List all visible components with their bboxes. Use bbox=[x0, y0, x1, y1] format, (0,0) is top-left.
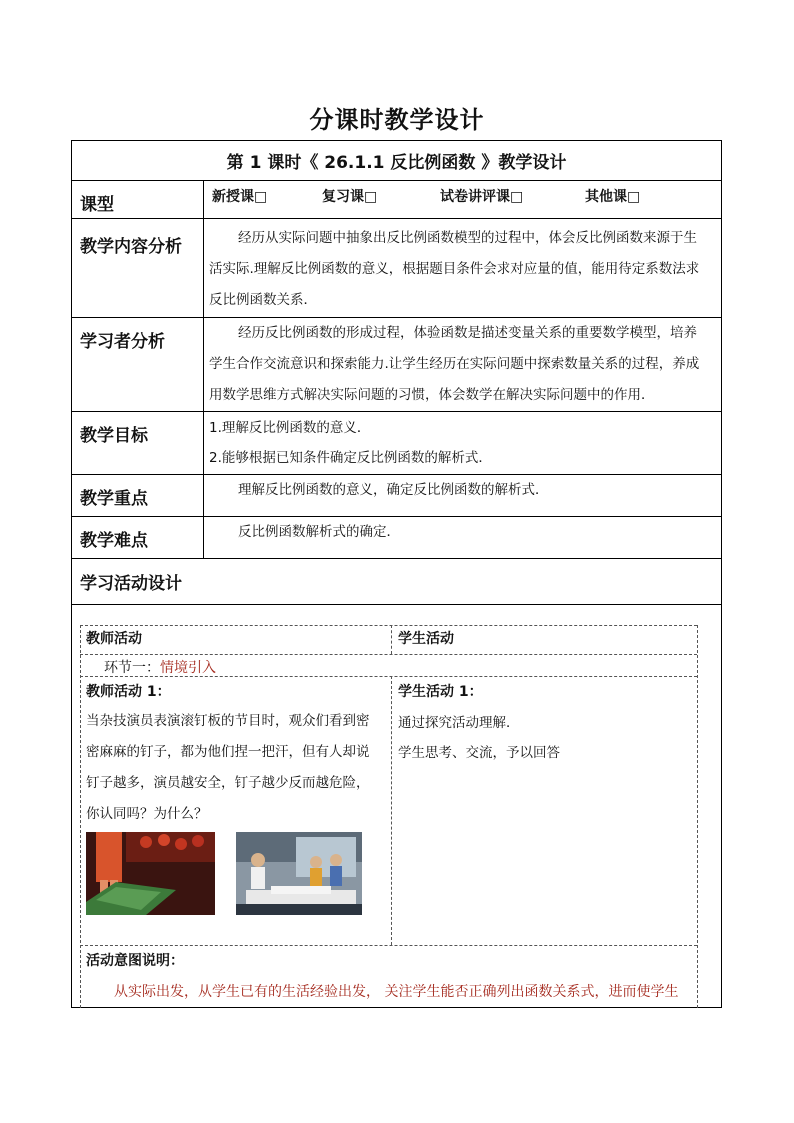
section-prefix: 环节一： bbox=[104, 660, 160, 676]
intent-text: 从实际出发，从学生已有的生活经验出发， 关注学生能否正确列出函数关系式，进而使学生 bbox=[114, 984, 679, 1000]
dashed-divider bbox=[391, 625, 392, 654]
row-divider bbox=[71, 180, 722, 181]
learner-analysis-label: 学习者分析 bbox=[80, 332, 165, 352]
section-heading bbox=[104, 657, 216, 677]
course-type-label: 课型 bbox=[80, 195, 114, 215]
row-divider bbox=[71, 218, 722, 219]
dashed-divider bbox=[80, 625, 697, 626]
lesson-title: 第 1 课时《 26.1.1 反比例函数 》教学设计 bbox=[226, 153, 567, 173]
teacher-activity-line: 当杂技演员表演滚钉板的节目时，观众们看到密 bbox=[86, 713, 370, 729]
row-divider bbox=[71, 411, 722, 412]
course-type-option-other: 其他课□ bbox=[585, 189, 641, 205]
objectives-label: 教学目标 bbox=[80, 426, 148, 446]
nail-board-photo-graphic bbox=[86, 832, 215, 915]
student-activity-line: 学生思考、交流，予以回答 bbox=[398, 745, 560, 761]
content-analysis-line: 反比例函数关系． bbox=[209, 292, 317, 308]
row-divider bbox=[71, 604, 722, 605]
teacher-activity-title: 教师活动 1： bbox=[86, 684, 171, 700]
teacher-activity-line: 你认同吗？为什么？ bbox=[86, 806, 208, 822]
dashed-divider bbox=[80, 945, 697, 946]
difficulties-text: 反比例函数解析式的确定． bbox=[238, 524, 400, 540]
row-divider bbox=[71, 558, 722, 559]
content-analysis-line: 经历从实际问题中抽象出反比例函数模型的过程中，体会反比例函数来源于生 bbox=[238, 230, 697, 246]
learner-analysis-line: 用数学思维方式解决实际问题的习惯，体会数学在解决实际问题中的作用． bbox=[209, 387, 655, 403]
dashed-divider bbox=[80, 625, 81, 1008]
lying-on-nails-photo bbox=[236, 832, 362, 915]
learner-analysis-line: 经历反比例函数的形成过程，体验函数是描述变量关系的重要数学模型，培养 bbox=[238, 325, 697, 341]
teacher-activity-header: 教师活动 bbox=[86, 631, 142, 647]
dashed-divider bbox=[697, 625, 698, 1008]
dashed-divider bbox=[391, 676, 392, 945]
difficulties-label: 教学难点 bbox=[80, 531, 148, 551]
learner-analysis-line: 学生合作交流意识和探索能力.让学生经历在实际问题中探索数量关系的过程，养成 bbox=[209, 356, 700, 372]
column-divider bbox=[203, 180, 204, 558]
intent-label: 活动意图说明： bbox=[86, 953, 184, 969]
nail-board-photo bbox=[86, 832, 215, 915]
teacher-activity-line: 密麻麻的钉子，都为他们捏一把汗，但有人却说 bbox=[86, 744, 370, 760]
objective-item: 2.能够根据已知条件确定反比例函数的解析式． bbox=[209, 450, 492, 466]
student-activity-header: 学生活动 bbox=[398, 631, 454, 647]
activity-design-label: 学习活动设计 bbox=[80, 574, 182, 594]
document-title: 分课时教学设计 bbox=[309, 106, 485, 134]
key-points-label: 教学重点 bbox=[80, 489, 148, 509]
content-analysis-label: 教学内容分析 bbox=[80, 237, 182, 257]
student-activity-title: 学生活动 1： bbox=[398, 684, 483, 700]
teacher-activity-line: 钉子越多，演员越安全，钉子越少反而越危险， bbox=[86, 775, 370, 791]
objective-item: 1.理解反比例函数的意义． bbox=[209, 420, 371, 436]
lying-on-nails-photo-graphic bbox=[236, 832, 362, 915]
student-activity-line: 通过探究活动理解． bbox=[398, 715, 520, 731]
course-type-option-exam: 试卷讲评课□ bbox=[440, 189, 524, 205]
course-type-option-new: 新授课□ bbox=[212, 189, 268, 205]
key-points-text: 理解反比例函数的意义，确定反比例函数的解析式． bbox=[238, 482, 549, 498]
content-analysis-line: 活实际.理解反比例函数的意义，根据题目条件会求对应量的值，能用待定系数法求 bbox=[209, 261, 700, 277]
section-name: 情境引入 bbox=[160, 660, 216, 676]
course-type-option-review: 复习课□ bbox=[322, 189, 378, 205]
dashed-divider bbox=[80, 654, 697, 655]
